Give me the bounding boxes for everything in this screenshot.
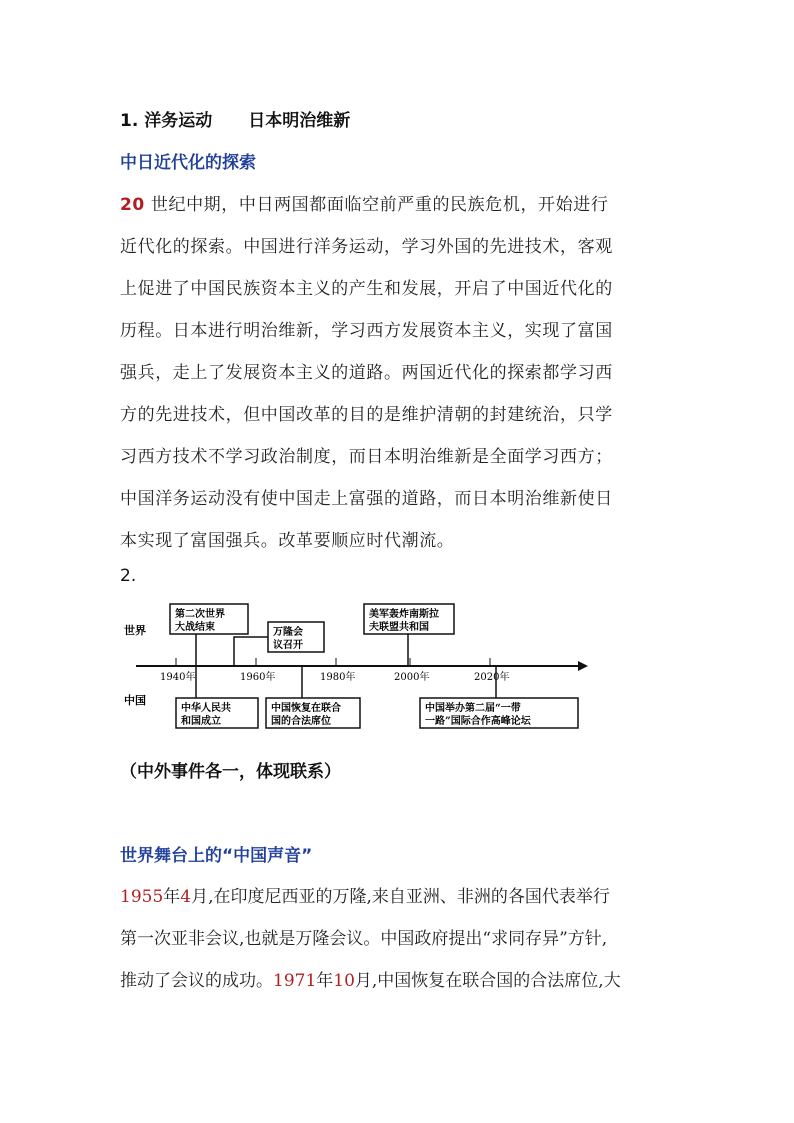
paragraph-line: 第一次亚非会议,也就是万隆会议。中国政府提出“求同存异”方针, xyxy=(120,929,608,949)
world-event-nato-bombing xyxy=(364,604,454,666)
year-ticks xyxy=(176,658,490,666)
year-label: 1960年 xyxy=(240,672,276,683)
timeline-figure xyxy=(118,600,588,732)
paragraph-line: 历程。日本进行明治维新，学习西方发展资本主义，实现了富国 xyxy=(120,321,613,341)
heading-1 xyxy=(120,106,350,131)
timeline-arrow xyxy=(578,661,588,671)
paragraph-line: 本实现了富国强兵。改革要顺应时代潮流。 xyxy=(120,531,455,551)
china-label: 中国 xyxy=(124,694,146,707)
item-2-label: 2. xyxy=(120,566,137,586)
section-1-title: 中日近代化的探索 xyxy=(120,153,256,173)
svg-text:国的合法席位: 国的合法席位 xyxy=(271,716,331,727)
year-label: 2000年 xyxy=(394,672,430,683)
paragraph-line: 上促进了中国民族资本主义的产生和发展，开启了中国近代化的 xyxy=(120,279,613,299)
world-event-ww2 xyxy=(170,604,248,666)
paragraph-line: 中国洋务运动没有使中国走上富强的道路，而日本明治维新使日 xyxy=(120,489,613,509)
svg-text:大战结束: 大战结束 xyxy=(175,622,215,633)
svg-text:中国恢复在联合: 中国恢复在联合 xyxy=(271,703,341,714)
svg-text:中华人民共: 中华人民共 xyxy=(181,703,231,714)
svg-text:美军轰炸南斯拉: 美军轰炸南斯拉 xyxy=(369,609,439,620)
svg-text:第二次世界: 第二次世界 xyxy=(175,609,225,620)
heading-1-left: 1. 洋务运动 xyxy=(120,111,213,131)
svg-text:中国举办第二届“一带: 中国举办第二届“一带 xyxy=(425,703,521,714)
svg-text:夫联盟共和国: 夫联盟共和国 xyxy=(369,622,429,633)
world-label: 世界 xyxy=(124,624,146,637)
paragraph-line: 推动了会议的成功。1971年10月,中国恢复在联合国的合法席位,大 xyxy=(120,971,621,991)
paragraph-line: 强兵，走上了发展资本主义的道路。两国近代化的探索都学习西 xyxy=(120,363,613,383)
year-label: 1980年 xyxy=(320,672,356,683)
svg-text:一路”国际合作高峰论坛: 一路”国际合作高峰论坛 xyxy=(425,716,531,727)
year-label: 1940年 xyxy=(160,672,196,683)
year-label: 2020年 xyxy=(474,672,510,683)
section-2-title: 世界舞台上的“中国声音” xyxy=(120,846,313,866)
svg-text:和国成立: 和国成立 xyxy=(181,716,221,727)
paragraph-line: 方的先进技术，但中国改革的目的是维护清朝的封建统治，只学 xyxy=(120,405,613,425)
paragraph-line: 习西方技术不学习政治制度，而日本明治维新是全面学习西方； xyxy=(120,447,613,467)
heading-1-right: 日本明治维新 xyxy=(248,111,351,131)
note-text: （中外事件各一，体现联系） xyxy=(120,762,341,782)
svg-text:万隆会: 万隆会 xyxy=(273,627,303,638)
paragraph-line: 1955年4月,在印度尼西亚的万隆,来自亚洲、非洲的各国代表举行 xyxy=(120,887,610,907)
paragraph-line: 20 世纪中期，中日两国都面临空前严重的民族危机，开始进行 xyxy=(120,195,609,215)
svg-text:议召开: 议召开 xyxy=(273,640,303,651)
paragraph-line: 近代化的探索。中国进行洋务运动，学习外国的先进技术，客观 xyxy=(120,237,613,257)
